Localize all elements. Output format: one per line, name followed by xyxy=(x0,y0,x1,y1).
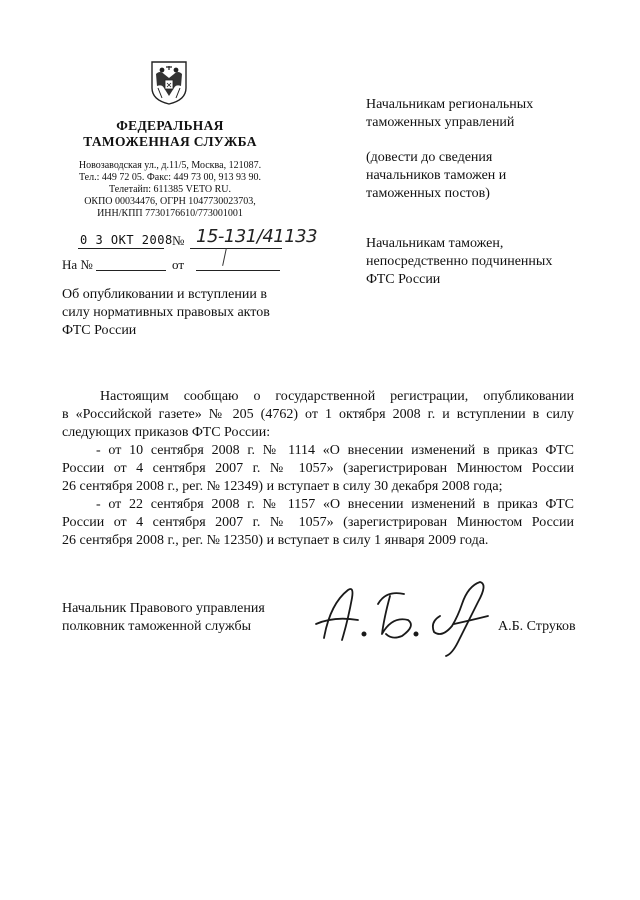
recipient-line: Начальникам региональных xyxy=(366,97,534,112)
recipient-line: Начальникам таможен, xyxy=(366,236,504,251)
recipient-note-line: (довести до сведения xyxy=(366,150,493,165)
number-underline xyxy=(190,248,282,249)
body-text-line: России от 4 сентября 2007 г. № 1057» (зарегистрирован Минюстом России xyxy=(62,461,574,476)
document-number: 15-131/41133 xyxy=(196,226,318,247)
body-text-line: Настоящим сообщаю о государственной регистрации, опубликовании xyxy=(100,389,574,404)
body-text-line: 26 сентября 2008 г., рег. № 12350) и вступает в силу 1 января 2009 года. xyxy=(62,533,489,548)
inn-kpp-line: ИНН/КПП 7730176610/773001001 xyxy=(97,208,243,219)
phone-fax-line: Тел.: 449 72 05. Факс: 449 73 00, 913 93 90. xyxy=(78,172,262,183)
date-underline xyxy=(78,248,164,249)
document-date-stamp: 0 3 ОКТ 2008 xyxy=(80,233,173,247)
handwritten-signature-icon xyxy=(312,576,502,660)
recipient-note-line: начальников таможен и xyxy=(366,168,507,183)
number-label: № xyxy=(172,233,185,248)
okpo-ogrn-line: ОКПО 00034476, ОГРН 1047730023703, xyxy=(84,196,256,207)
subject-line: Об опубликовании и вступлении в xyxy=(62,287,267,302)
reference-number-underline xyxy=(96,270,166,271)
body-text-line: в «Российской газете» № 205 (4762) от 1 октября 2008 г. и вступлении в силу xyxy=(62,407,574,422)
recipient-note-line: таможенных постов) xyxy=(366,186,490,201)
subject-line: ФТС России xyxy=(62,323,137,338)
body-text-line: - от 10 сентября 2008 г. № 1114 «О внесении изменений в приказ ФТС xyxy=(96,443,574,458)
teletype-line: Телетайп: 611385 VETO RU. xyxy=(108,184,231,195)
org-name-line1: ФЕДЕРАЛЬНАЯ xyxy=(116,118,224,133)
recipient-line: ФТС России xyxy=(366,272,441,287)
reference-date-underline xyxy=(196,270,280,271)
body-text-line: 26 сентября 2008 г., рег. № 12349) и вступает в силу 30 декабря 2008 года; xyxy=(62,479,503,494)
pen-mark xyxy=(222,248,227,266)
coat-of-arms-icon xyxy=(148,58,190,106)
reference-date-label: от xyxy=(172,257,185,272)
body-text-line: России от 4 сентября 2007 г. № 1057» (зарегистрирован Минюстом России xyxy=(62,515,574,530)
signer-position-line: Начальник Правового управления xyxy=(62,601,265,616)
recipient-line: таможенных управлений xyxy=(366,115,515,130)
signer-rank-line: полковник таможенной службы xyxy=(62,619,252,634)
subject-line: силу нормативных правовых актов xyxy=(62,305,270,320)
signer-name: А.Б. Струков xyxy=(498,619,576,634)
org-name-line2: ТАМОЖЕННАЯ СЛУЖБА xyxy=(83,134,257,149)
reference-number-label: На № xyxy=(62,257,93,272)
body-text-line: - от 22 сентября 2008 г. № 1157 «О внесении изменений в приказ ФТС xyxy=(96,497,574,512)
address-line: Новозаводская ул., д.11/5, Москва, 121087. xyxy=(78,160,262,171)
body-text-line: следующих приказов ФТС России: xyxy=(62,425,271,440)
recipient-line: непосредственно подчиненных xyxy=(366,254,553,269)
